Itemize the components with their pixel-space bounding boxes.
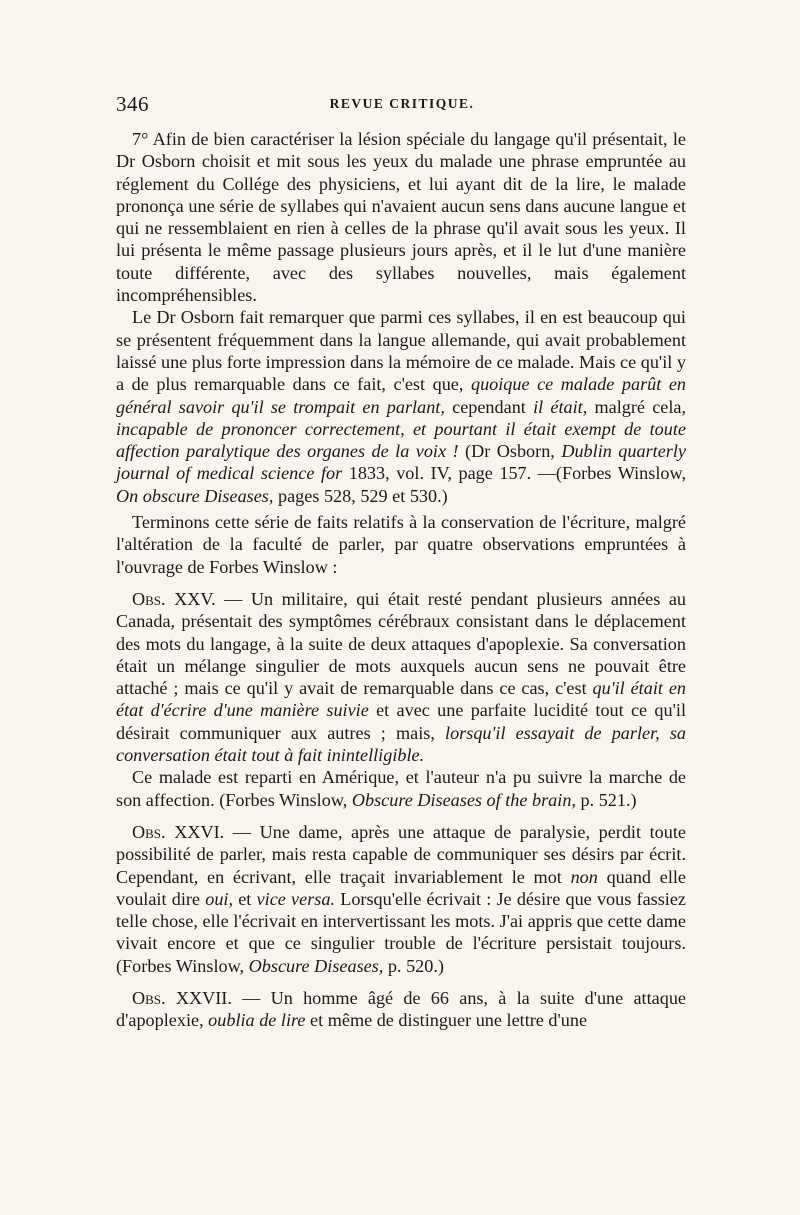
italic-citation: Obscure Diseases of the brain,	[351, 789, 576, 810]
paragraph-osborn-remark	[116, 306, 686, 507]
italic-citation: Dublin quarterly journal of medical science for	[116, 441, 686, 484]
text-run: pages 528, 529 et 530.)	[273, 485, 448, 506]
italic-run: qu'il était en état d'écrire d'une manière suivie	[116, 678, 686, 721]
text-run: 1833, vol. IV, page 157. —(Forbes Winslow,	[342, 463, 686, 484]
text-run: (Dr Osborn,	[458, 441, 562, 462]
text-run: p. 520.)	[383, 955, 444, 976]
text-run: malgré cela,	[587, 396, 687, 417]
page-body	[116, 128, 686, 1032]
paragraph-text: Terminons cette série de faits relatifs à la conservation de l'écriture, malgré l'altération de la faculté de parler, par quatre observations empruntées à l'ouvrage de Forbes Winslow :	[116, 512, 686, 577]
observation-label: Obs. XXVI.	[132, 821, 225, 842]
text-run: et	[233, 888, 257, 909]
text-run: Ce malade est reparti en Amérique, et l'auteur n'a pu suivre la marche de son affection. (Forbes Winslow,	[116, 767, 686, 810]
text-run: Le Dr Osborn fait remarquer que parmi ces syllabes, il en est beaucoup qui se présentent fréquemment dans la langue allemande, qui avait probablement laissé une plus forte impression dans la mémoire de ce malade. Mais ce qu'il y a de plus remarquable dans ce fait, c'est que,	[116, 307, 686, 395]
text-run: p. 521.)	[575, 789, 637, 810]
italic-run: il était,	[533, 396, 588, 417]
paragraph-intro-observations	[116, 511, 686, 578]
running-title: REVUE CRITIQUE.	[329, 96, 475, 111]
italic-run: incapable de prononcer correctement, et pourtant il était exempt de toute affection paralytique des organes de la voix !	[116, 418, 686, 462]
italic-run: non	[570, 866, 598, 887]
italic-citation: On obscure Diseases,	[116, 485, 274, 506]
page-header	[116, 92, 688, 122]
text-run: et avec une parfaite lucidité tout ce qu'il désirait communiquer aux autres ; mais,	[116, 700, 686, 743]
text-run: — Une dame, après une attaque de paralysie, perdit toute possibilité de parler, mais resta capable de communiquer ses désirs par écrit. Cependant, en écrivant, elle traçait invariablement le mot	[116, 821, 686, 887]
italic-run: quoique ce malade parût en général savoir qu'il se trompait en parlant,	[116, 374, 687, 417]
italic-run: oublia de lire	[208, 1010, 306, 1031]
observation-26	[116, 821, 686, 977]
italic-run: lorsqu'il essayait de parler, sa conversation était tout à fait inintelligible.	[116, 722, 687, 766]
italic-run: oui,	[205, 888, 234, 909]
observation-label: Obs. XXVII.	[132, 987, 232, 1008]
text-run: Lorsqu'elle écrivait : Je désire que vous fassiez telle chose, elle l'écrivait en intervertissant les mots. J'ai appris que cette dame vivait encore et que ce singulier trouble de l'écriture persistait toujours. (Forbes Winslow,	[116, 888, 686, 976]
observation-27	[116, 987, 686, 1032]
paragraph-7	[116, 128, 686, 306]
italic-citation: Obscure Diseases,	[248, 955, 384, 976]
paragraph-text: 7° Afin de bien caractériser la lésion spéciale du langage qu'il présentait, le Dr Osborn choisit et mit sous les yeux du malade une phrase empruntée au réglement du Collége des physiciens, et lui ayant dit de la lire, le malade prononça une série de syllabes qui n'avaient aucun sens dans aucune langue et qui ne ressemblaient en rien à celles de la phrase qu'il avait sous les yeux. Il lui présenta le même passage plusieurs jours après, et il le lut d'une manière toute différente, avec des syllabes nouvelles, mais également incompréhensibles.	[116, 129, 686, 306]
page-number: 346	[116, 92, 149, 116]
text-run: et même de distinguer une lettre d'une	[305, 1010, 588, 1031]
observation-label: Obs. XXV.	[132, 588, 216, 609]
observation-25-followup	[116, 766, 686, 811]
italic-run: vice versa.	[256, 888, 335, 909]
text-run: — Un militaire, qui était resté pendant plusieurs années au Canada, présentait des symptômes cérébraux consistant dans le déplacement des mots du langage, à la suite de deux attaques d'apoplexie. Sa conversation était un mélange singulier de mots auxquels aucun sens ne pouvait être attaché ; mais ce qu'il y avait de remarquable dans ce cas, c'est	[116, 588, 686, 699]
text-run: quand elle voulait dire	[116, 866, 687, 909]
observation-25	[116, 588, 686, 766]
text-run: cependant	[444, 396, 534, 417]
text-run: — Un homme âgé de 66 ans, à la suite d'une attaque d'apoplexie,	[116, 987, 686, 1031]
